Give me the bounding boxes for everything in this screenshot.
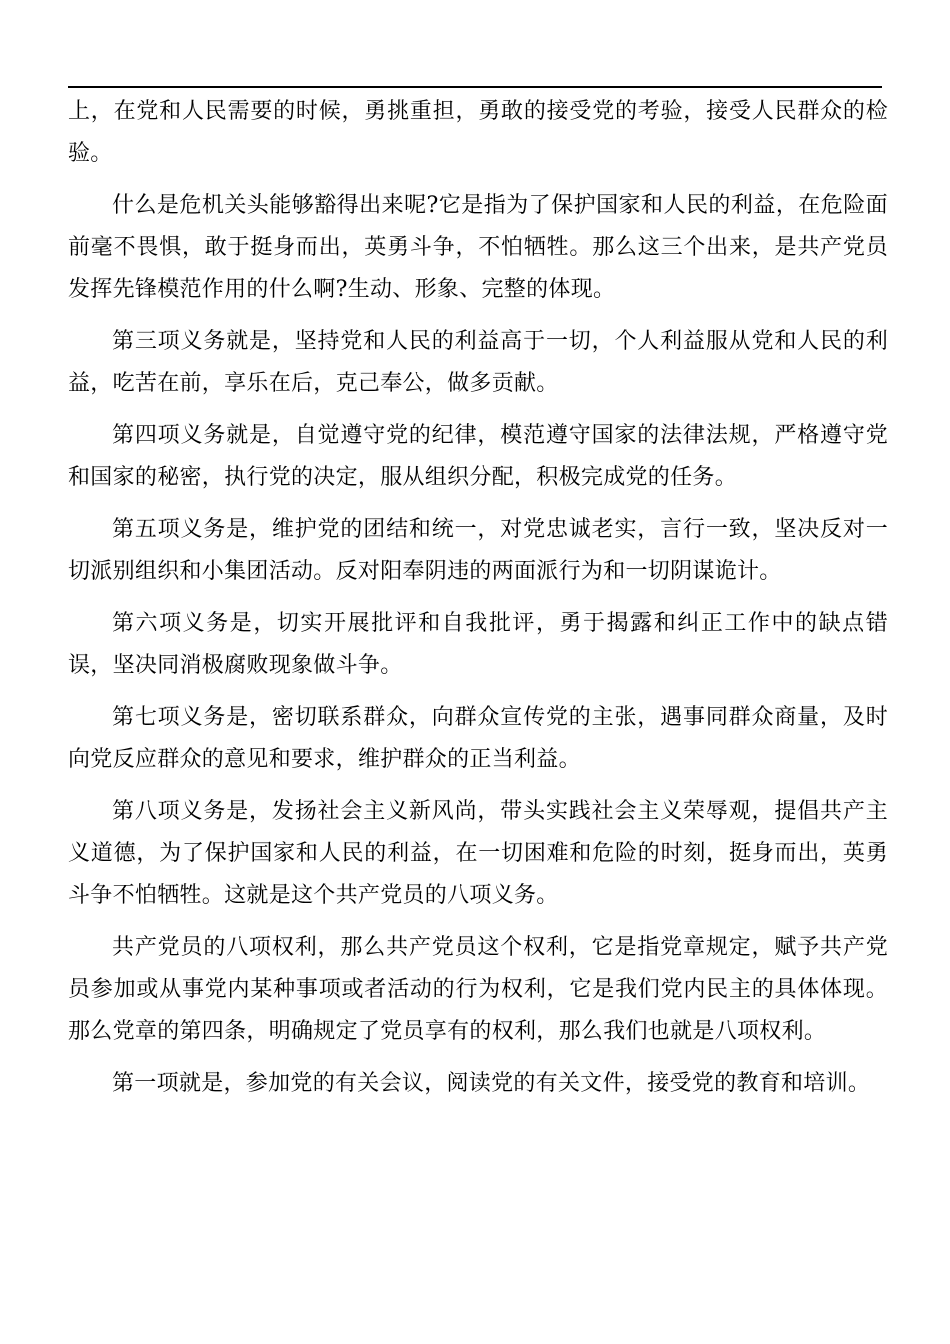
paragraph: 共产党员的八项权利，那么共产党员这个权利，它是指党章规定，赋予共产党员参加或从事党内某种事项或者活动的行为权利，它是我们党内民主的具体体现。那么党章的第四条，明确规定了党员享有的权利，那么我们也就是八项权利。: [68, 935, 888, 1044]
paragraph: 第六项义务是，切实开展批评和自我批评，勇于揭露和纠正工作中的缺点错误，坚决同消极腐败现象做斗争。: [68, 611, 888, 678]
paragraph: 第四项义务就是，自觉遵守党的纪律，模范遵守国家的法律法规，严格遵守党和国家的秘密，执行党的决定，服从组织分配，积极完成党的任务。: [68, 423, 888, 490]
paragraph: 第七项义务是，密切联系群众，向群众宣传党的主张，遇事同群众商量，及时向党反应群众的意见和要求，维护群众的正当利益。: [68, 705, 888, 772]
paragraph: 第八项义务是，发扬社会主义新风尚，带头实践社会主义荣辱观，提倡共产主义道德，为了保护国家和人民的利益，在一切困难和危险的时刻，挺身而出，英勇斗争不怕牺牲。这就是这个共产党员的八项义务。: [68, 799, 888, 908]
paragraph: 第五项义务是，维护党的团结和统一，对党忠诚老实，言行一致，坚决反对一切派别组织和小集团活动。反对阳奉阴违的两面派行为和一切阴谋诡计。: [68, 517, 888, 584]
paragraph: 什么是危机关头能够豁得出来呢?它是指为了保护国家和人民的利益，在危险面前毫不畏惧，敢于挺身而出，英勇斗争，不怕牺牲。那么这三个出来，是共产党员发挥先锋模范作用的什么啊?生动、形象、完整的体现。: [68, 193, 888, 302]
paragraph-continuation: 上，在党和人民需要的时候，勇挑重担，勇敢的接受党的考验，接受人民群众的检验。: [68, 99, 888, 166]
document-body: [68, 91, 888, 1115]
paragraph: 第三项义务就是，坚持党和人民的利益高于一切，个人利益服从党和人民的利益，吃苦在前，享乐在后，克己奉公，做多贡献。: [68, 329, 888, 396]
header-rule: [68, 86, 882, 88]
paragraph: 第一项就是，参加党的有关会议，阅读党的有关文件，接受党的教育和培训。: [112, 1071, 871, 1096]
